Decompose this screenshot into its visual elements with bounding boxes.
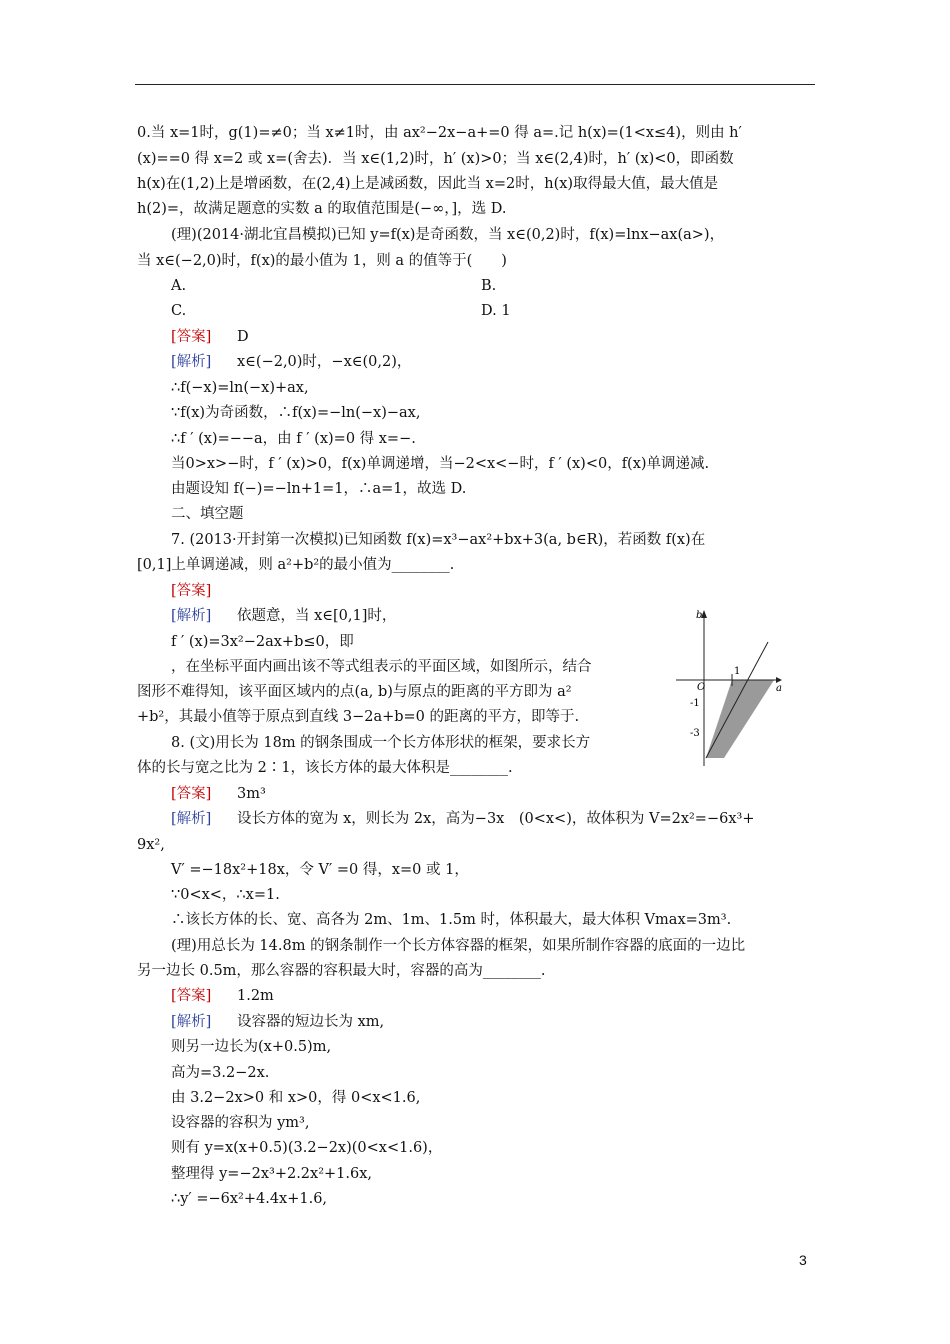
option-c: C.: [171, 303, 187, 319]
answer-tag: [答案]: [171, 329, 212, 345]
text-line: 当 x∈(−2,0)时，f(x)的最小值为 1，则 a 的值等于( ): [137, 253, 507, 269]
answer-tag: [答案]: [171, 988, 212, 1004]
text-line: 设长方体的宽为 x，则长为 2x，高为−3x (0<x<)，故体积为 V=2x²=−6x³+: [237, 811, 755, 827]
text-line: 8. (文)用长为 18m 的钢条围成一个长方体形状的框架，要求长方: [171, 735, 591, 751]
label-one: 1: [734, 666, 741, 677]
answer-value: D: [237, 329, 249, 345]
label-origin: O: [697, 682, 706, 693]
analysis-tag: [解析]: [171, 1014, 212, 1030]
label-b: b: [696, 610, 703, 621]
text-line: 则另一边长为(x+0.5)m,: [171, 1039, 332, 1055]
text-line: [0,1]上单调递减，则 a²+b²的最小值为________.: [137, 557, 455, 573]
option-d: D. 1: [481, 303, 511, 319]
text-line: 9x²,: [137, 837, 165, 853]
text-line: 体的长与宽之比为 2∶1，该长方体的最大体积是________.: [137, 760, 513, 776]
text-line: 由题设知 f(−)=−ln+1=1，∴a=1，故选 D.: [171, 481, 467, 497]
option-a: A.: [171, 278, 187, 294]
option-b: B.: [481, 278, 497, 294]
text-line: (理)(2014·湖北宜昌模拟)已知 y=f(x)是奇函数，当 x∈(0,2)时，f(x)=lnx−ax(a>)，: [171, 227, 725, 243]
analysis-tag: [解析]: [171, 811, 212, 827]
analysis-tag: [解析]: [171, 608, 212, 624]
answer-tag: [答案]: [171, 786, 212, 802]
header-rule: [135, 84, 815, 85]
text-line: x∈(−2,0)时，−x∈(0,2)，: [237, 354, 412, 370]
text-line: h(2)=，故满足题意的实数 a 的取值范围是(−∞，]，选 D.: [137, 201, 507, 217]
text-line: +b²，其最小值等于原点到直线 3−2a+b=0 的距离的平方，即等于.: [137, 709, 580, 725]
text-line: h(x)在(1,2)上是增函数，在(2,4)上是减函数，因此当 x=2时，h(x)取得最大值，最大值是: [137, 176, 719, 192]
text-line: 当0>x>−时，f ′ (x)>0，f(x)单调递增，当−2<x<−时，f ′ (x)<0，f(x)单调递减.: [171, 456, 710, 472]
answer-tag: [答案]: [171, 583, 212, 599]
text-line: ∴y′ =−6x²+4.4x+1.6,: [171, 1191, 328, 1207]
page-number: 3: [799, 1252, 807, 1268]
text-line: 另一边长 0.5m，那么容器的容积最大时，容器的高为________.: [137, 963, 546, 979]
text-line: 依题意，当 x∈[0,1]时，: [237, 608, 397, 624]
text-line: 高为=3.2−2x.: [171, 1065, 270, 1081]
answer-value: 1.2m: [237, 988, 274, 1004]
text-line: (x)==0 得 x=2 或 x=(舍去)．当 x∈(1,2)时，h′ (x)>0；当 x∈(2,4)时，h′ (x)<0，即函数: [137, 151, 734, 167]
text-line: (理)用总长为 14.8m 的钢条制作一个长方体容器的框架，如果所制作容器的底面的一边比: [171, 938, 746, 954]
text-line: 图形不难得知，该平面区域内的点(a, b)与原点的距离的平方即为 a²: [137, 684, 572, 700]
text-line: ∵0<x<，∴x=1.: [171, 887, 280, 903]
region-figure: [676, 606, 788, 766]
text-line: 设容器的容积为 ym³,: [171, 1115, 310, 1131]
text-line: ∴该长方体的长、宽、高各为 2m、1m、1.5m 时，体积最大，最大体积 Vmax=3m³.: [171, 912, 732, 928]
text-line: 设容器的短边长为 xm,: [237, 1014, 385, 1030]
section-heading: 二、填空题: [171, 506, 244, 522]
shaded-region: [706, 680, 774, 758]
text-line: ∴f(−x)=ln(−x)+ax,: [171, 380, 309, 396]
text-line: 整理得 y=−2x³+2.2x²+1.6x,: [171, 1166, 373, 1182]
label-minus-three: -3: [690, 728, 700, 739]
text-line: 0.当 x=1时，g(1)=≠0；当 x≠1时，由 ax²−2x−a+=0 得 a=.记 h(x)=(1<x≤4)，则由 h′: [137, 125, 742, 141]
text-line: ∵f(x)为奇函数，∴f(x)=−ln(−x)−ax,: [171, 405, 421, 421]
text-line: ，在坐标平面内画出该不等式组表示的平面区域，如图所示，结合: [171, 659, 592, 675]
text-line: 则有 y=x(x+0.5)(3.2−2x)(0<x<1.6)，: [171, 1140, 443, 1156]
text-line: ∴f ′ (x)=−−a，由 f ′ (x)=0 得 x=−.: [171, 431, 416, 447]
text-line: 由 3.2−2x>0 和 x>0，得 0<x<1.6,: [171, 1090, 421, 1106]
text-line: 7. (2013·开封第一次模拟)已知函数 f(x)=x³−ax²+bx+3(a, b∈R)，若函数 f(x)在: [171, 532, 706, 548]
text-line: V′ =−18x²+18x，令 V′ =0 得，x=0 或 1，: [171, 862, 469, 878]
text-line: f ′ (x)=3x²−2ax+b≤0，即: [171, 634, 354, 650]
answer-value: 3m³: [237, 786, 266, 802]
label-minus-one: -1: [690, 698, 700, 709]
analysis-tag: [解析]: [171, 354, 212, 370]
label-a: a: [776, 683, 782, 694]
